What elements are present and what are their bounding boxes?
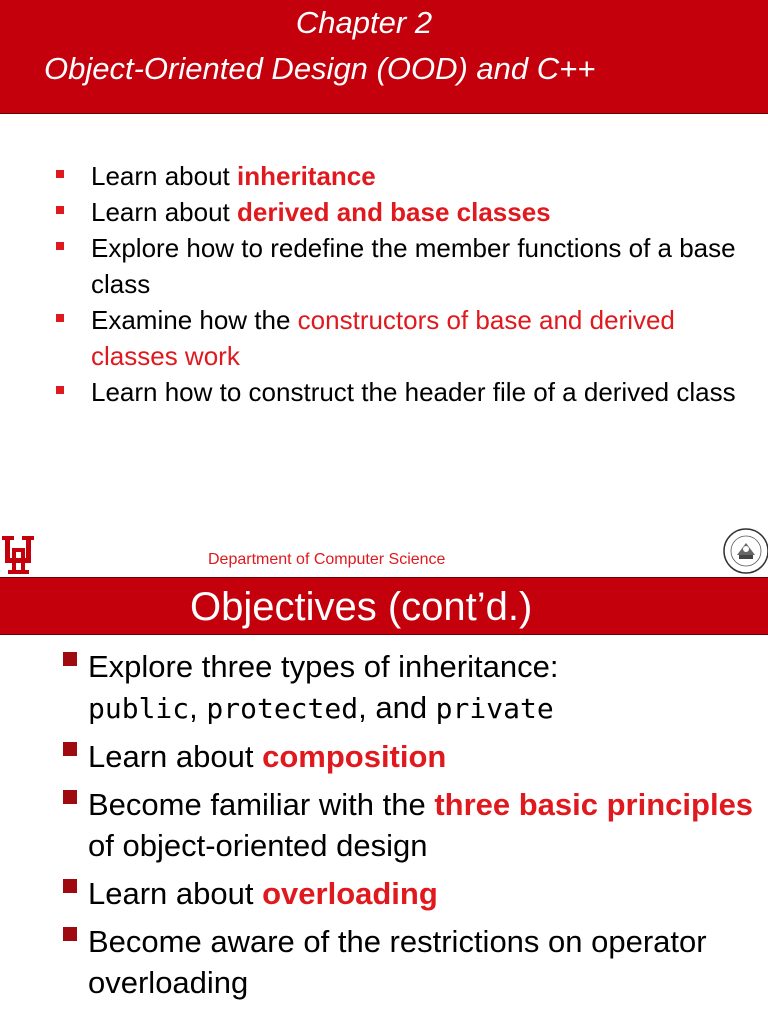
code-keyword: private xyxy=(435,692,554,725)
highlight-text: overloading xyxy=(262,876,438,911)
list-item: Examine how the constructors of base and derived classes work xyxy=(0,302,740,374)
highlight-text: constructors of base and derived classes work xyxy=(91,305,675,371)
highlight-text: three basic principles xyxy=(434,787,754,822)
slide2-bullet-list xyxy=(0,646,768,1010)
bullet-marker-icon xyxy=(63,652,77,666)
chapter-subtitle: Object-Oriented Design (OOD) and C++ xyxy=(44,51,596,86)
chapter-heading: Chapter 2 xyxy=(295,5,433,40)
list-item: Learn about overloading xyxy=(0,873,768,914)
slide1-title-bar xyxy=(0,0,768,114)
list-item: Learn about inheritance xyxy=(0,158,740,194)
bullet-marker-icon xyxy=(63,742,77,756)
bullet-marker-icon xyxy=(56,386,64,394)
bullet-marker-icon xyxy=(56,206,64,214)
list-item: Explore how to redefine the member functions of a base class xyxy=(0,230,740,302)
code-keyword: public xyxy=(88,692,190,725)
slide2-title-bar xyxy=(0,577,768,635)
slide1-bullet-list xyxy=(0,158,740,410)
code-keyword: protected xyxy=(206,692,359,725)
list-item: Learn how to construct the header file of a derived class xyxy=(0,374,740,410)
bullet-marker-icon xyxy=(63,879,77,893)
department-label: Department of Computer Science xyxy=(208,551,446,568)
list-item: Learn about composition xyxy=(0,736,768,777)
list-item: Become familiar with the three basic principles of object-oriented design xyxy=(0,784,768,866)
bullet-marker-icon xyxy=(63,790,77,804)
bullet-marker-icon xyxy=(56,242,64,250)
bullet-marker-icon xyxy=(63,927,77,941)
bullet-marker-icon xyxy=(56,170,64,178)
bullet-marker-icon xyxy=(56,314,64,322)
list-item: Explore three types of inheritance: public, protected, and private xyxy=(0,646,768,729)
university-seal-icon xyxy=(720,525,768,577)
highlight-text: composition xyxy=(262,739,447,774)
list-item: Become aware of the restrictions on operator overloading xyxy=(0,921,768,1003)
highlight-text: inheritance xyxy=(237,161,376,191)
list-item: Learn about derived and base classes xyxy=(0,194,740,230)
highlight-text: derived and base classes xyxy=(237,197,551,227)
objectives-title: Objectives (cont’d.) xyxy=(190,585,533,629)
uh-logo-icon xyxy=(2,532,34,576)
